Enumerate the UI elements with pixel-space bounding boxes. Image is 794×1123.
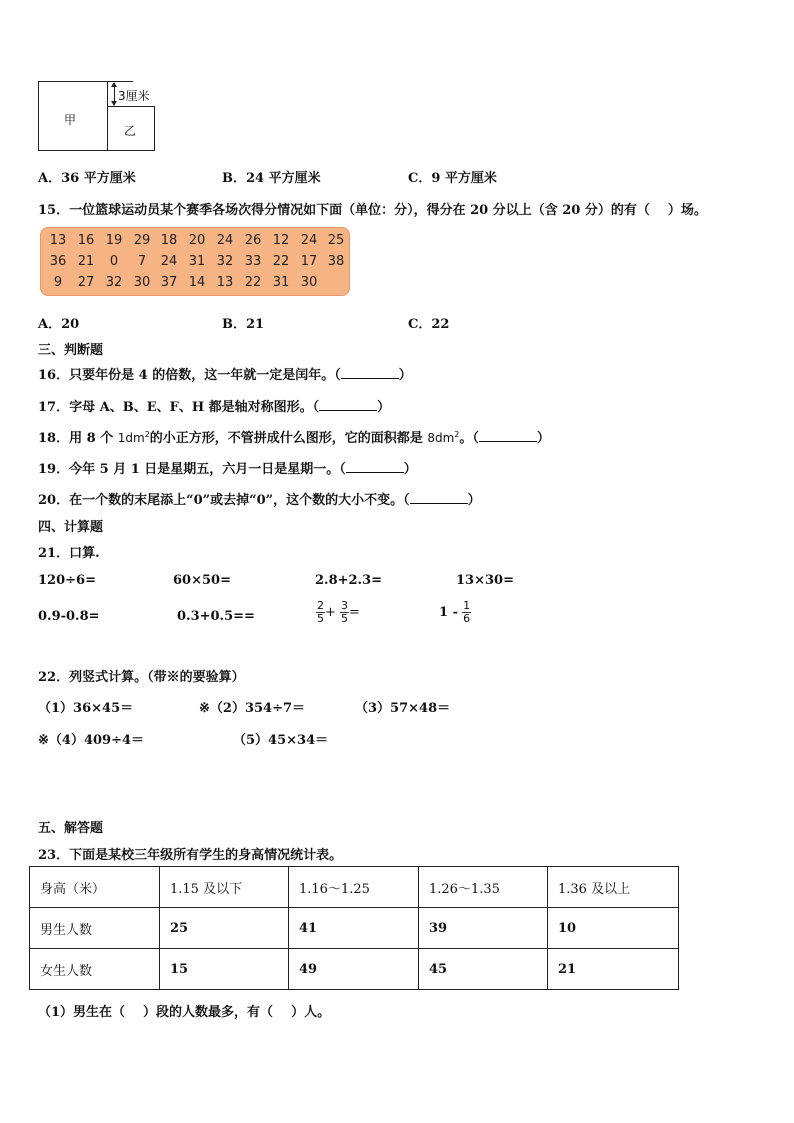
score-cell: 26 — [244, 233, 262, 248]
score-box — [40, 227, 350, 296]
q18-unit1-exp: 2 — [144, 430, 150, 439]
q21-item: 13×30= — [456, 573, 514, 588]
fraction — [462, 600, 471, 625]
q18-unit1-text: 1dm — [117, 431, 145, 445]
answer-blank[interactable] — [479, 429, 537, 442]
q15-option-a: A．20 — [38, 317, 80, 332]
q22-item: （1）36×45＝ — [38, 701, 134, 716]
q22-item: ※（4）409÷4＝ — [38, 733, 145, 748]
q18 — [38, 427, 550, 446]
score-cell: 30 — [133, 275, 151, 290]
table-cell: 15 — [160, 949, 289, 990]
plus-sign: + — [325, 605, 336, 620]
q22-item: （5）45×34＝ — [233, 733, 329, 748]
score-cell: 30 — [300, 275, 318, 290]
q22-item: ※（2）354÷7＝ — [199, 701, 306, 716]
q18-end: ） — [536, 431, 550, 446]
q17-end: ） — [377, 400, 391, 415]
q23-sub1-part: ）段的人数最多，有（ — [143, 1005, 274, 1020]
q20-text: 20．在一个数的末尾添上“0”或去掉“0”，这个数的大小不变。（ — [38, 493, 410, 508]
q21-item: 2.8+2.3= — [315, 573, 383, 588]
q21-item: 0.9-0.8= — [38, 609, 100, 624]
score-cell: 21 — [77, 254, 95, 269]
table-header-cell: 1.26～1.35 — [419, 867, 548, 908]
q16-end: ） — [398, 368, 412, 383]
table-row — [30, 949, 679, 990]
q23-sub1 — [38, 1001, 330, 1020]
score-cell: 32 — [105, 275, 123, 290]
q21-title: 21．口算. — [38, 546, 100, 561]
dimension-arrow-icon — [114, 83, 115, 105]
table-cell: 39 — [419, 908, 548, 949]
table-cell: 45 — [419, 949, 548, 990]
score-cell: 12 — [272, 233, 290, 248]
fraction — [316, 600, 325, 625]
fraction-numerator: 3 — [341, 599, 349, 612]
q18-pre: 18．用 8 个 — [38, 431, 114, 446]
q19-end: ） — [403, 462, 417, 477]
q19 — [38, 458, 417, 477]
q17 — [38, 396, 390, 415]
score-cell: 24 — [216, 233, 234, 248]
q21-item: 0.3+0.5== — [177, 609, 255, 624]
table-cell: 女生人数 — [30, 949, 160, 990]
score-cell: 24 — [300, 233, 318, 248]
q21-item: 60×50= — [173, 573, 231, 588]
q18-post: 。（ — [459, 431, 479, 446]
score-cell: 38 — [327, 254, 345, 269]
fraction — [340, 600, 349, 625]
q23-sub1-part: ）人。 — [291, 1005, 331, 1020]
score-cell: 16 — [77, 233, 95, 248]
figure-label-jia: 甲 — [64, 113, 77, 127]
q22-item: （3）57×48＝ — [355, 701, 451, 716]
fraction-lead: 1 - — [439, 605, 458, 620]
score-cell: 22 — [244, 275, 262, 290]
q21-fraction-sum — [316, 600, 360, 625]
table-cell: 21 — [548, 949, 679, 990]
q18-unit2-exp: 2 — [454, 430, 460, 439]
q14-option-b: B．24 平方厘米 — [222, 171, 321, 186]
fraction-numerator: 2 — [317, 599, 324, 612]
answer-blank[interactable] — [341, 366, 399, 379]
score-cell: 24 — [160, 254, 178, 269]
q15-stem-end: ）场。 — [667, 203, 707, 218]
table-header-cell: 1.15 及以下 — [160, 867, 289, 908]
q18-unit2-text: 8dm — [427, 431, 455, 445]
figure-label-yi: 乙 — [124, 124, 137, 138]
score-cell: 13 — [216, 275, 234, 290]
height-stats-table — [29, 866, 679, 990]
q19-text: 19．今年 5 月 1 日是星期五，六月一日是星期一。（ — [38, 462, 346, 477]
score-cell: 13 — [49, 233, 67, 248]
table-cell: 10 — [548, 908, 679, 949]
q16-text: 16．只要年份是 4 的倍数，这一年就一定是闰年。（ — [38, 368, 341, 383]
score-cell: 29 — [133, 233, 151, 248]
score-cell: 7 — [137, 254, 147, 269]
q21-fraction-diff — [439, 600, 471, 625]
section-title-answer: 五、解答题 — [38, 821, 104, 836]
q15-option-b: B．21 — [222, 317, 265, 332]
score-cell: 9 — [53, 275, 63, 290]
fraction-numerator: 1 — [463, 599, 471, 612]
equals-sign: = — [349, 605, 360, 620]
table-cell: 25 — [160, 908, 289, 949]
score-cell: 18 — [160, 233, 178, 248]
q16 — [38, 364, 412, 383]
table-cell: 49 — [289, 949, 419, 990]
q18-mid: 的小正方形，不管拼成什么图形，它的面积都是 — [149, 431, 423, 446]
q23-sub1-part: （1）男生在（ — [38, 1005, 126, 1020]
score-cell: 0 — [109, 254, 119, 269]
q15-stem — [38, 199, 707, 218]
section-title-calc: 四、计算题 — [38, 520, 104, 535]
score-cell: 33 — [244, 254, 262, 269]
q20-end: ） — [467, 493, 481, 508]
score-cell: 19 — [105, 233, 123, 248]
q20 — [38, 489, 481, 508]
table-cell: 男生人数 — [30, 908, 160, 949]
score-cell: 31 — [272, 275, 290, 290]
table-header-cell: 1.36 及以上 — [548, 867, 679, 908]
score-cell: 32 — [216, 254, 234, 269]
answer-blank[interactable] — [319, 398, 377, 411]
q18-unit1 — [118, 431, 150, 445]
q14-option-a: A．36 平方厘米 — [38, 171, 136, 186]
score-cell: 27 — [77, 275, 95, 290]
score-cell: 22 — [272, 254, 290, 269]
table-row — [30, 908, 679, 949]
fraction-denominator: 5 — [317, 612, 324, 625]
q15-stem-text: 15．一位篮球运动员某个赛季各场次得分情况如下面（单位：分），得分在 20 分以上（含 20 分）的有（ — [38, 203, 650, 218]
answer-blank[interactable] — [346, 460, 404, 473]
fraction-denominator: 6 — [463, 612, 471, 625]
score-cell: 31 — [188, 254, 206, 269]
table-header-cell: 身高（米） — [30, 867, 160, 908]
score-cell: 20 — [188, 233, 206, 248]
q22-title: 22．列竖式计算。（带※的要验算） — [38, 670, 245, 685]
q15-option-c: C．22 — [408, 317, 450, 332]
score-cell: 36 — [49, 254, 67, 269]
q21-item: 120÷6= — [38, 573, 96, 588]
q18-unit2 — [427, 431, 459, 445]
score-cell: 14 — [188, 275, 206, 290]
table-header-cell: 1.16～1.25 — [289, 867, 419, 908]
score-cell: 25 — [327, 233, 345, 248]
table-header-row — [30, 867, 679, 908]
q14-option-c: C．9 平方厘米 — [408, 171, 497, 186]
fraction-denominator: 5 — [341, 612, 349, 625]
q23-title: 23．下面是某校三年级所有学生的身高情况统计表。 — [38, 848, 343, 863]
table-cell: 41 — [289, 908, 419, 949]
q17-text: 17．字母 A、B、E、F、H 都是轴对称图形。（ — [38, 400, 320, 415]
score-cell: 37 — [160, 275, 178, 290]
section-title-judge: 三、判断题 — [38, 343, 104, 358]
score-cell: 17 — [300, 254, 318, 269]
answer-blank[interactable] — [410, 491, 468, 504]
figure-dimension-label: 3厘米 — [118, 89, 150, 103]
